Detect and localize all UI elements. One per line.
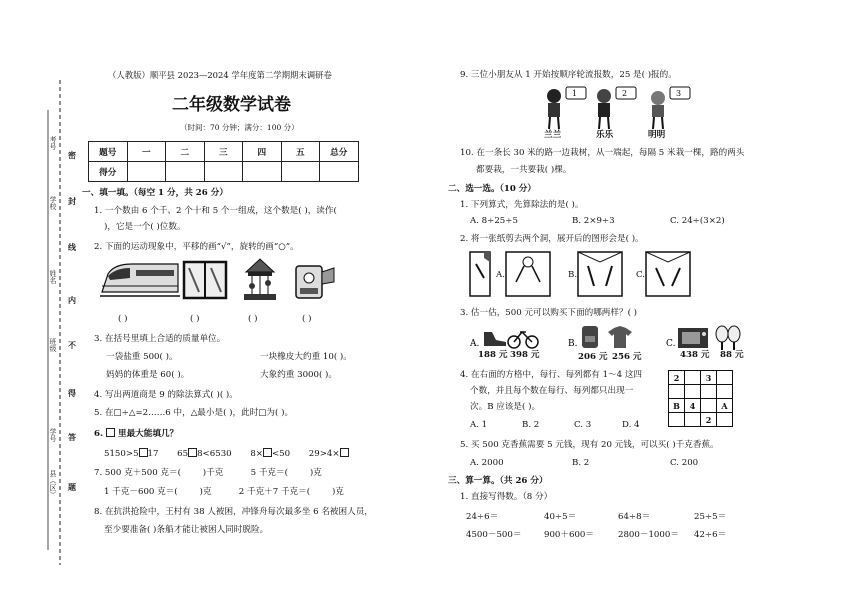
kid-mingming-icon — [651, 91, 665, 129]
grid-cell — [685, 385, 701, 399]
seal-word: 不 — [68, 340, 76, 350]
score-cell[interactable] — [281, 162, 320, 182]
option[interactable]: B. 2 — [572, 458, 590, 468]
question-10: 10. 在一条长 30 米的路一边栽树，从一端起，每隔 5 米栽一棵，路的两头 — [460, 148, 745, 158]
q6-item: <50 — [271, 449, 291, 459]
backpack-icon — [582, 326, 598, 348]
q6-item: 8× — [250, 449, 263, 459]
option[interactable]: A. 1 — [470, 420, 488, 430]
question-8-cont: 至少要准备( )条船才能让被困人同时脱险。 — [104, 525, 269, 535]
option-letter[interactable]: C. — [636, 270, 646, 280]
s2-question-4-cont: 个数，并且每个数在每行、每列都只出现一 — [470, 386, 634, 396]
price: 188 元 — [478, 350, 508, 360]
label-school: 学校 — [49, 196, 57, 210]
grid-cell: 4 — [685, 399, 701, 413]
grid-cell: B — [669, 399, 685, 413]
grid-cell — [669, 385, 685, 399]
kid-name: 乐乐 — [596, 130, 614, 140]
section-2-heading: 二、选一选。（10 分） — [448, 184, 536, 194]
price: 438 元 — [680, 350, 710, 360]
exam-meta: （时间：70 分钟；满分：100 分） — [180, 123, 299, 132]
kids-counting-illustration — [540, 84, 720, 132]
folded-paper-icon — [470, 252, 490, 296]
answer-paren[interactable]: ( ) — [248, 314, 258, 324]
blank-box-icon[interactable] — [263, 448, 272, 457]
question-3: 3. 在括号里填上合适的质量单位。 — [94, 334, 226, 344]
option-b-letter: B. — [568, 339, 578, 349]
calc-item: 900＋600＝ — [544, 530, 594, 540]
blank-box-icon — [106, 428, 115, 437]
question-7a: 7. 500 克＋500 克＝( )千克 5 千克＝( )克 — [94, 468, 322, 478]
q3-item: 妈妈的体重是 60( )。 — [106, 370, 190, 380]
grid-cell — [669, 413, 685, 427]
s2-question-5: 5. 买 500 克香蕉需要 5 元钱，现有 20 元钱，可以买( )千克香蕉。 — [460, 440, 719, 450]
calc-item: 4500－500＝ — [466, 530, 522, 540]
option-a-letter: A. — [470, 339, 480, 349]
option[interactable]: D. 4 — [622, 420, 640, 430]
question-1: 1. 一个数由 6 个千、2 个十和 5 个一组成，这个数是( )，读作( — [94, 206, 337, 216]
grid-cell — [701, 399, 717, 413]
option[interactable]: C. 200 — [670, 458, 699, 468]
kid-lele-icon — [597, 89, 611, 129]
question-2: 2. 下面的运动现象中，平移的画“√”，旋转的画“○”。 — [94, 242, 299, 252]
sliding-window-icon — [180, 258, 232, 302]
label-class: 班级 — [49, 338, 57, 352]
question-1-cont: )，它是一个( )位数。 — [104, 222, 186, 232]
section-3-heading: 三、算一算。（共 26 分） — [448, 476, 548, 486]
question-10-cont: 都要栽，一共要栽( )棵。 — [476, 165, 572, 175]
calc-item: 42÷6＝ — [694, 530, 727, 540]
price: 88 元 — [720, 350, 744, 360]
seal-word: 密 — [68, 150, 76, 160]
label-name: 姓名 — [49, 270, 57, 284]
blank-box-icon[interactable] — [340, 448, 349, 457]
seal-word: 线 — [68, 242, 76, 252]
question-6 — [94, 428, 178, 440]
seal-word: 封 — [68, 196, 76, 206]
score-header: 三 — [204, 142, 243, 162]
price: 206 元 — [578, 352, 608, 362]
shoes-icon — [484, 332, 506, 346]
seal-word: 内 — [68, 295, 76, 305]
blank-box-icon[interactable] — [139, 448, 148, 457]
shirt-icon — [608, 326, 632, 348]
question-9: 9. 三位小朋友从 1 开始按顺序轮流报数，25 是( )报的。 — [460, 70, 677, 80]
bubble-number: 1 — [572, 89, 578, 98]
option-letter[interactable]: A. — [496, 270, 505, 280]
question-6-number: 6. — [94, 429, 103, 439]
q3-item: 大象约重 3000( )。 — [260, 370, 338, 380]
blank-box-icon[interactable] — [188, 448, 197, 457]
oven-icon — [678, 328, 708, 348]
q6-item: 17 — [147, 449, 159, 459]
pencil-sharpener-icon — [292, 258, 338, 302]
s2-question-1: 1. 下列算式，先算除法的是( )。 — [460, 200, 584, 210]
kid-name: 明明 — [648, 130, 666, 140]
grid-cell — [717, 385, 733, 399]
calc-item: 40÷5＝ — [544, 512, 577, 522]
answer-paren[interactable]: ( ) — [118, 314, 128, 324]
option[interactable]: C. 24÷(3×2) — [670, 216, 725, 226]
rackets-icon — [716, 326, 740, 350]
exam-title: （人教版）顺平县 2023—2024 学年度第二学期期末调研卷 — [108, 70, 332, 80]
option[interactable]: B. 2 — [522, 420, 540, 430]
grid-cell — [717, 413, 733, 427]
latin-square-grid — [668, 370, 733, 427]
calc-item: 25÷5＝ — [694, 512, 727, 522]
question-7b: 1 千克－600 克＝( )克 2 千克＋7 千克＝( )克 — [104, 487, 344, 497]
q6-item: 29>4× — [308, 449, 340, 459]
s2-question-3: 3. 估一估，500 元可以购买下面的哪两样？( ) — [460, 308, 638, 318]
score-row-label: 得分 — [89, 162, 128, 182]
kid-lanlan-icon — [547, 89, 561, 129]
option[interactable]: B. 2×9÷3 — [572, 216, 615, 226]
s2-question-4: 4. 在右面的方格中，每行、每列都有 1～4 这四 — [460, 370, 643, 380]
price: 256 元 — [612, 352, 642, 362]
question-6-text: 里最大能填几？ — [117, 429, 179, 439]
q6-item: 8<6530 — [197, 449, 232, 459]
question-4: 4. 写出两道商是 9 的除法算式( )( )。 — [94, 390, 238, 400]
section-1-heading: 一、填一填。（每空 1 分，共 26 分） — [82, 188, 228, 198]
score-header: 四 — [243, 142, 282, 162]
price: 398 元 — [510, 350, 540, 360]
s3-question-1: 1. 直接写得数。（8 分） — [460, 492, 553, 502]
label-county: 县（区） — [49, 470, 57, 498]
q6-items — [104, 448, 349, 460]
bubble-number: 3 — [676, 89, 682, 98]
seal-word: 得 — [68, 388, 76, 398]
score-cell[interactable] — [204, 162, 243, 182]
option-b-figure — [578, 252, 622, 296]
label-student-id: 学号 — [49, 428, 57, 442]
score-header: 题号 — [89, 142, 128, 162]
q3-item: 一袋盐重 500( )。 — [106, 352, 178, 362]
grid-cell — [685, 413, 701, 427]
binding-line — [40, 70, 80, 570]
calc-item: 24÷6＝ — [466, 512, 499, 522]
grid-cell: 2 — [701, 413, 717, 427]
seal-word: 答 — [68, 432, 76, 442]
question-5: 5. 在□÷△=2……6 中，△最小是( )，此时□为( )。 — [94, 408, 294, 418]
calc-item: 64÷8＝ — [618, 512, 651, 522]
score-cell[interactable] — [127, 162, 166, 182]
grid-cell — [717, 371, 733, 385]
q6-item: 5150>5 — [104, 449, 139, 459]
question-8: 8. 在抗洪抢险中，王村有 38 人被困，冲锋舟每次最多坐 6 名被困人员， — [94, 507, 373, 517]
option[interactable]: A. 2000 — [470, 458, 504, 468]
kid-name: 兰兰 — [544, 130, 562, 140]
label-exam-number: 考号 — [49, 136, 57, 150]
grid-cell: A — [717, 399, 733, 413]
option-letter[interactable]: B. — [568, 270, 578, 280]
seal-word: 题 — [68, 482, 76, 492]
calc-item: 2800－1000＝ — [618, 530, 679, 540]
option[interactable]: A. 8÷25÷5 — [470, 216, 518, 226]
q3-item: 一块橡皮大约重 10( )。 — [260, 352, 352, 362]
score-cell[interactable] — [166, 162, 205, 182]
score-header: 总分 — [320, 142, 359, 162]
train-icon — [100, 258, 180, 300]
q6-item: 65 — [177, 449, 189, 459]
answer-paren[interactable]: ( ) — [190, 314, 200, 324]
grid-cell: 2 — [669, 371, 685, 385]
score-table — [88, 141, 359, 182]
s2-question-2: 2. 将一张纸剪去两个洞，展开后的图形会是( )。 — [460, 234, 644, 244]
answer-paren[interactable]: ( ) — [302, 314, 312, 324]
grid-cell — [701, 385, 717, 399]
carousel-icon — [240, 256, 280, 304]
grid-cell — [685, 371, 701, 385]
score-header: 五 — [281, 142, 320, 162]
score-cell[interactable] — [243, 162, 282, 182]
option[interactable]: C. 3 — [574, 420, 592, 430]
score-header: 一 — [127, 142, 166, 162]
option-a-figure — [506, 252, 550, 296]
bubble-number: 2 — [622, 89, 628, 98]
s2-question-4-cont: 次。B 应该是( )。 — [470, 402, 541, 412]
score-header: 二 — [166, 142, 205, 162]
score-cell[interactable] — [320, 162, 359, 182]
shopping-items — [470, 322, 750, 352]
grid-cell: 3 — [701, 371, 717, 385]
page-title: 二年级数学试卷 — [172, 95, 291, 115]
bicycle-icon — [508, 332, 538, 348]
option-c-figure — [646, 252, 690, 296]
option-c-letter: C. — [666, 339, 676, 349]
